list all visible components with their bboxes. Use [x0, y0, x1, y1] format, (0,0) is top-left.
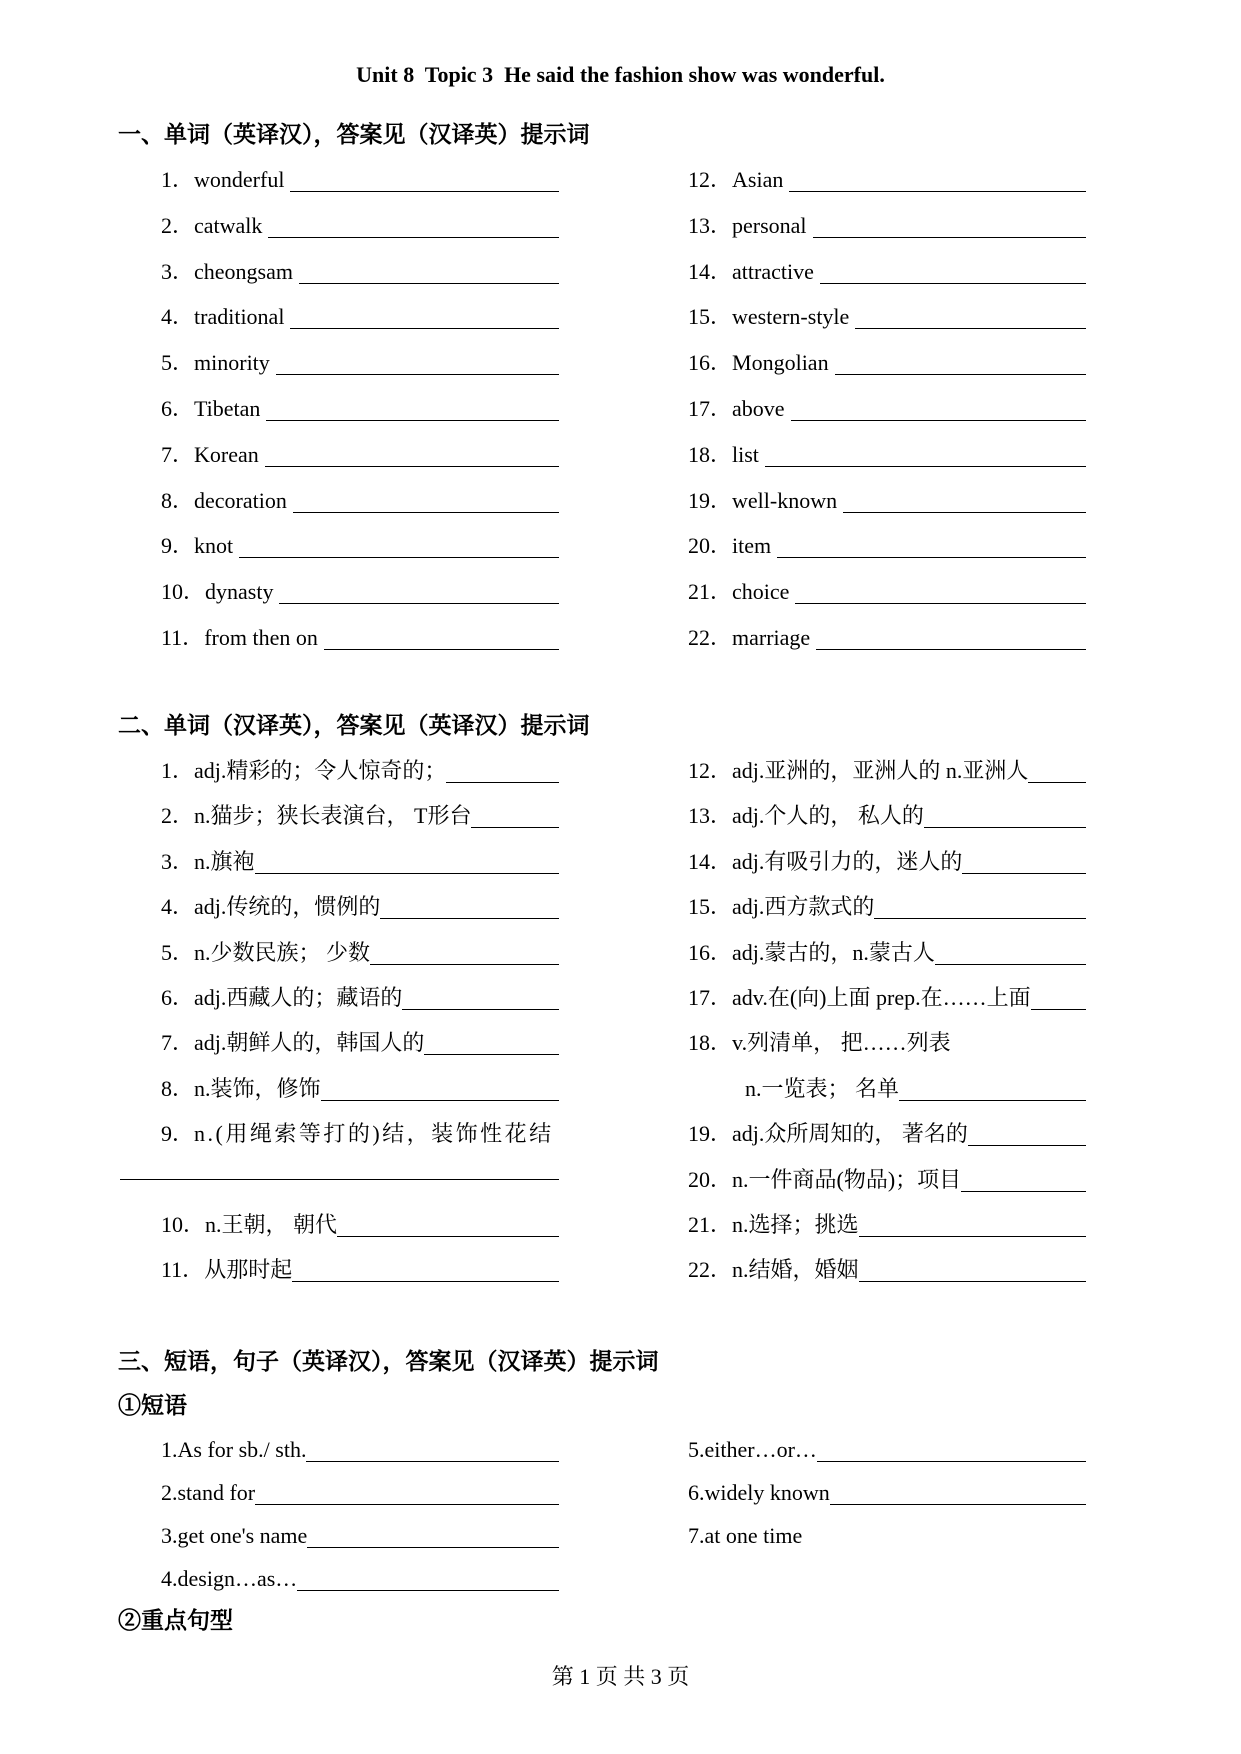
exercise-item — [688, 1111, 1086, 1156]
item-text: Asian — [732, 167, 784, 192]
item-text: dynasty — [205, 579, 274, 605]
item-number: 11． — [161, 624, 205, 650]
item-number: 21． — [688, 1211, 733, 1237]
item-number: 11． — [161, 1257, 205, 1283]
exercise-item — [161, 340, 559, 386]
item-text: adv.在(向)上面 prep.在……上面 — [732, 984, 1031, 1010]
item-text: n.装饰，修饰 — [194, 1075, 321, 1101]
page-footer: 第 1 页 共 3 页 — [551, 1664, 690, 1689]
answer-blank — [791, 398, 1086, 421]
item-number: 18． — [688, 1030, 733, 1056]
item-number: 16． — [688, 939, 733, 965]
item-text: 从那时起 — [204, 1257, 293, 1283]
exercise-item — [688, 839, 1086, 884]
exercise-item — [161, 294, 559, 340]
item-text: choice — [732, 579, 790, 605]
exercise-item — [688, 793, 1086, 838]
answer-blank — [292, 1259, 559, 1282]
answer-blank — [290, 169, 559, 192]
item-text: adj.西藏人的；藏语的 — [194, 984, 403, 1010]
exercise-item — [161, 249, 559, 295]
answer-blank — [859, 1214, 1086, 1237]
item-text: decoration — [194, 487, 287, 513]
section-heading-phrases: 三、短语，句子（英译汉），答案见（汉译英）提示词 — [118, 1349, 659, 1374]
answer-blank — [380, 896, 559, 919]
item-number: 3． — [161, 848, 195, 874]
exercise-item — [688, 884, 1086, 929]
answer-blank — [446, 760, 559, 783]
answer-blank — [859, 1259, 1086, 1282]
item-text: Mongolian — [732, 350, 829, 376]
answer-blank — [324, 627, 559, 650]
item-text: item — [732, 533, 772, 559]
item-number: 21． — [688, 579, 733, 605]
answer-blank — [816, 627, 1086, 650]
item-text: Korean — [194, 441, 259, 467]
answer-blank — [424, 1032, 559, 1055]
exercise-item — [161, 1471, 559, 1514]
item-text: n.结婚，婚姻 — [732, 1257, 859, 1283]
vocab-list-left — [161, 748, 559, 1293]
exercise-item — [161, 1428, 559, 1471]
sub-heading-key-sentences: ②重点句型 — [118, 1608, 233, 1633]
answer-blank — [855, 306, 1086, 329]
answer-blank — [297, 1568, 559, 1591]
item-text: n.选择；挑选 — [732, 1211, 859, 1237]
item-text: adj.众所周知的， 著名的 — [732, 1121, 968, 1147]
item-text: personal — [732, 212, 807, 238]
exercise-item — [688, 615, 1086, 661]
exercise-item — [688, 1247, 1086, 1292]
item-text: well-known — [732, 487, 838, 513]
answer-blank — [293, 490, 559, 513]
exercise-item — [161, 615, 559, 661]
exercise-item — [161, 1247, 559, 1292]
exercise-item — [161, 930, 559, 975]
item-text: n.王朝， 朝代 — [205, 1211, 338, 1237]
answer-blank — [765, 444, 1086, 467]
item-number: 14． — [688, 848, 733, 874]
exercise-item — [161, 793, 559, 838]
answer-blank — [239, 535, 559, 558]
item-text: n.(用绳索等打的)结，装饰性花结 — [194, 1121, 554, 1147]
item-number: 7． — [161, 441, 195, 467]
item-number: 7． — [161, 1030, 195, 1056]
exercise-item — [688, 386, 1086, 432]
answer-blank — [924, 805, 1086, 828]
exercise-item — [161, 1557, 559, 1600]
exercise-item — [161, 523, 559, 569]
item-number: 3． — [161, 258, 195, 284]
section-heading-vocab-en-to-zh: 一、单词（英译汉），答案见（汉译英）提示词 — [118, 122, 590, 147]
item-text: adj.精彩的；令人惊奇的； — [194, 758, 447, 783]
item-number: 8． — [161, 487, 195, 513]
answer-blank — [835, 352, 1086, 375]
answer-blank — [370, 942, 559, 965]
item-number: 22． — [688, 1257, 733, 1283]
exercise-item — [161, 386, 559, 432]
item-text: adj.有吸引力的，迷人的 — [732, 848, 963, 874]
answer-blank — [795, 581, 1086, 604]
item-text: n.一览表； 名单 — [745, 1075, 900, 1101]
phrase-list-right — [688, 1428, 1086, 1557]
exercise-item — [688, 1157, 1086, 1202]
item-text: Tibetan — [194, 395, 261, 421]
answer-blank — [306, 1439, 559, 1462]
item-text: 7.at one time — [688, 1523, 803, 1548]
item-text: adj.蒙古的，n.蒙古人 — [732, 939, 935, 965]
exercise-item — [161, 1202, 559, 1247]
item-number: 19． — [688, 1121, 733, 1147]
exercise-item — [161, 203, 559, 249]
item-number: 17． — [688, 984, 733, 1010]
item-number: 6． — [161, 395, 195, 421]
exercise-item — [688, 432, 1086, 478]
exercise-item — [161, 569, 559, 615]
item-number: 4． — [161, 304, 195, 330]
answer-blank — [874, 896, 1086, 919]
exercise-item — [688, 1020, 1086, 1065]
item-text: n.一件商品(物品)；项目 — [732, 1166, 962, 1192]
exercise-item — [688, 748, 1086, 793]
item-number: 9． — [161, 1121, 195, 1147]
item-number: 10． — [161, 1211, 206, 1237]
item-number: 17． — [688, 395, 733, 421]
item-text: 2.stand for — [161, 1480, 256, 1505]
item-number: 15． — [688, 894, 733, 920]
item-number: 1． — [161, 167, 195, 192]
exercise-item — [688, 478, 1086, 524]
section-heading-vocab-zh-to-en: 二、单词（汉译英），答案见（英译汉）提示词 — [118, 713, 590, 738]
exercise-item — [688, 157, 1086, 203]
answer-blank — [279, 581, 559, 604]
answer-blank — [820, 261, 1086, 284]
exercise-item — [161, 432, 559, 478]
item-text: catwalk — [194, 212, 263, 238]
answer-blank — [266, 398, 559, 421]
vocab-list-left — [161, 157, 559, 661]
item-text: 5.either…or… — [688, 1437, 817, 1462]
item-text: cheongsam — [194, 258, 293, 284]
exercise-item — [161, 975, 559, 1020]
item-number: 12． — [688, 758, 733, 783]
item-text: minority — [194, 350, 270, 376]
item-number: 2． — [161, 803, 195, 829]
answer-blank — [935, 942, 1086, 965]
exercise-item — [688, 975, 1086, 1020]
exercise-item — [161, 1514, 559, 1557]
item-number: 4． — [161, 894, 195, 920]
exercise-item — [688, 930, 1086, 975]
item-text: western-style — [732, 304, 850, 330]
answer-blank — [968, 1123, 1086, 1146]
vocab-list-right — [688, 157, 1086, 661]
item-text: above — [732, 395, 785, 421]
answer-blank — [961, 1169, 1086, 1192]
answer-blank — [255, 851, 559, 874]
answer-blank — [471, 805, 559, 828]
phrase-list-left — [161, 1428, 559, 1600]
answer-blank — [830, 1482, 1086, 1505]
item-text: attractive — [732, 258, 814, 284]
item-number: 15． — [688, 304, 733, 330]
item-text: adj.传统的，惯例的 — [194, 894, 381, 920]
item-number: 1． — [161, 758, 195, 783]
answer-blank — [1028, 760, 1086, 783]
sub-heading-phrases: ①短语 — [118, 1393, 187, 1418]
answer-blank — [962, 851, 1086, 874]
answer-blank — [307, 1525, 559, 1548]
answer-blank — [321, 1078, 559, 1101]
exercise-item — [688, 340, 1086, 386]
item-number: 14． — [688, 258, 733, 284]
exercise-item — [161, 1020, 559, 1065]
item-text: n.猫步；狭长表演台， T形台 — [194, 803, 472, 829]
exercise-item — [161, 839, 559, 884]
answer-blank — [299, 261, 559, 284]
exercise-item — [161, 884, 559, 929]
item-text: traditional — [194, 304, 285, 330]
answer-line-row — [120, 1157, 559, 1202]
answer-blank — [337, 1214, 559, 1237]
answer-blank — [1031, 987, 1086, 1010]
exercise-item — [688, 249, 1086, 295]
exercise-item — [161, 1111, 559, 1156]
answer-blank — [255, 1482, 559, 1505]
item-number: 6． — [161, 984, 195, 1010]
item-number: 19． — [688, 487, 733, 513]
item-text: marriage — [732, 624, 811, 650]
item-number: 10． — [161, 579, 206, 605]
answer-blank — [290, 306, 559, 329]
exercise-item — [688, 1428, 1086, 1471]
answer-blank — [843, 490, 1086, 513]
answer-blank — [777, 535, 1086, 558]
item-text: n.旗袍 — [194, 848, 255, 874]
item-text: adj.亚洲的，亚洲人的 n.亚洲人 — [732, 758, 1029, 783]
item-text: 1.As for sb./ sth. — [161, 1437, 307, 1462]
item-number: 13． — [688, 212, 733, 238]
item-text: n.少数民族； 少数 — [194, 939, 371, 965]
item-text: adj.朝鲜人的，韩国人的 — [194, 1030, 425, 1056]
answer-blank — [813, 215, 1086, 238]
answer-blank — [265, 444, 559, 467]
answer-blank — [276, 352, 559, 375]
item-text: list — [732, 441, 759, 467]
answer-blank — [899, 1078, 1086, 1101]
item-number: 8． — [161, 1075, 195, 1101]
item-text: 4.design…as… — [161, 1566, 298, 1591]
answer-blank — [402, 987, 559, 1010]
exercise-item — [688, 1066, 1086, 1111]
item-number: 18． — [688, 441, 733, 467]
item-text: wonderful — [194, 167, 285, 192]
item-number: 22． — [688, 624, 733, 650]
item-text: knot — [194, 533, 234, 559]
exercise-item — [688, 1471, 1086, 1514]
item-number: 20． — [688, 533, 733, 559]
item-text: adj.个人的， 私人的 — [732, 803, 924, 829]
exercise-item — [688, 1514, 1086, 1557]
item-number: 5． — [161, 939, 195, 965]
item-text: from then on — [204, 624, 318, 650]
item-number: 16． — [688, 350, 733, 376]
vocab-list-right — [688, 748, 1086, 1293]
answer-blank — [789, 169, 1086, 192]
exercise-item — [688, 523, 1086, 569]
exercise-item — [688, 1202, 1086, 1247]
answer-blank — [817, 1439, 1086, 1462]
item-number: 5． — [161, 350, 195, 376]
exercise-item — [161, 1066, 559, 1111]
exercise-item — [688, 569, 1086, 615]
exercise-item — [161, 157, 559, 203]
exercise-item — [161, 748, 559, 793]
item-text: adj.西方款式的 — [732, 894, 875, 920]
item-number: 13． — [688, 803, 733, 829]
answer-blank — [120, 1157, 559, 1180]
exercise-item — [688, 203, 1086, 249]
item-text: v.列清单， 把……列表 — [732, 1030, 951, 1056]
exercise-item — [161, 478, 559, 524]
page-title: Unit 8 Topic 3 He said the fashion show was wonderful. — [356, 62, 885, 87]
item-text: 6.widely known — [688, 1480, 830, 1505]
item-number: 20． — [688, 1166, 733, 1192]
answer-blank — [268, 215, 559, 238]
item-number: 12． — [688, 167, 733, 192]
exercise-item — [688, 294, 1086, 340]
item-number: 2． — [161, 212, 195, 238]
item-number: 9． — [161, 533, 195, 559]
item-text: 3.get one's name — [161, 1523, 308, 1548]
